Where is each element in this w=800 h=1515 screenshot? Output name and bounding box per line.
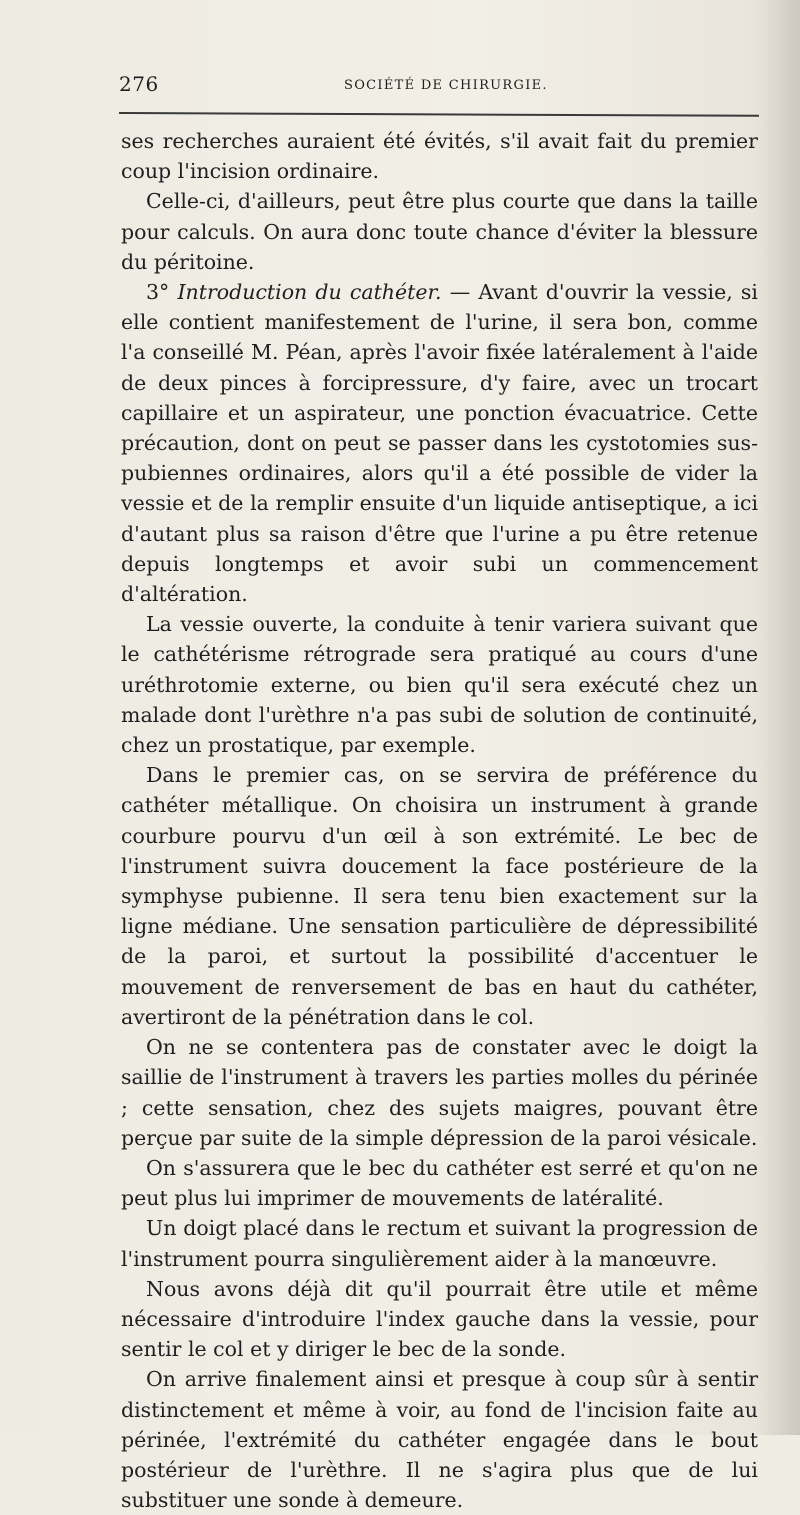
page-edge-shadow [760, 0, 800, 1435]
body-text [121, 126, 758, 1515]
paragraph-6: On ne se contentera pas de constater avec le doigt la saillie de l'instrument à travers les parties molles du périnée ; cette sensation, chez des sujets maigres, pouvant être perçue par suite de la simple dépression de la paroi vésicale. [121, 1035, 758, 1150]
paragraph-3-text: — Avant d'ouvrir la vessie, si elle contient manifestement de l'urine, il sera bon, comme l'a conseillé M. Péan, après l'avoir fixée latéralement à l'aide de deux pinces à forcipressure, d'y faire, avec un trocart capillaire et un aspirateur, une ponction évacuatrice. Cette précaution, dont on peut se passer dans les cystotomies sus-pubiennes ordinaires, alors qu'il a été possible de vider la vessie et de la remplir ensuite d'un liquide antiseptique, a ici d'autant plus sa raison d'être que l'urine a pu être retenue depuis longtemps et avoir subi un commencement d'altération. [121, 280, 758, 607]
running-title: SOCIÉTÉ DE CHIRURGIE. [344, 78, 548, 93]
paragraph-2: Celle-ci, d'ailleurs, peut être plus courte que dans la taille pour calculs. On aura donc toute chance d'éviter la blessure du péritoine. [121, 189, 758, 274]
paragraph-7: On s'assurera que le bec du cathéter est serré et qu'on ne peut plus lui imprimer de mouvements de latéralité. [121, 1155, 758, 1211]
section-heading: Introduction du cathéter. [177, 280, 442, 305]
paragraph-5: Dans le premier cas, on se servira de préférence du cathéter métallique. On choisira un instrument à grande courbure pourvu d'un œil à son extrémité. Le bec de l'instrument suivra doucement la face postérieure de la symphyse pubienne. Il sera tenu bien exactement sur la ligne médiane. Une sensation particulière de dépressibilité de la paroi, et surtout la possibilité d'accentuer le mouvement de renversement de bas en haut du cathéter, avertiront de la pénétration dans le col. [121, 763, 758, 1029]
paragraph-4: La vessie ouverte, la conduite à tenir variera suivant que le cathétérisme rétrograde sera pratiqué au cours d'une uréthrotomie externe, ou bien qu'il sera exécuté chez un malade dont l'urèthre n'a pas subi de solution de continuité, chez un prostatique, par exemple. [121, 612, 758, 758]
page-header [119, 72, 759, 100]
paragraph-1: ses recherches auraient été évités, s'il avait fait du premier coup l'incision ordinaire. [121, 129, 758, 184]
paragraph-3 [121, 277, 758, 609]
paragraph-9: Nous avons déjà dit qu'il pourrait être utile et même nécessaire d'introduire l'index gauche dans la vessie, pour sentir le col et y diriger le bec de la sonde. [121, 1276, 758, 1362]
page-number: 276 [119, 72, 159, 96]
section-number: 3° [146, 280, 170, 305]
paragraph-8: Un doigt placé dans le rectum et suivant la progression de l'instrument pourra singulièrement aider à la manœuvre. [121, 1216, 758, 1271]
paragraph-10: On arrive finalement ainsi et presque à coup sûr à sentir distinctement et même à voir, au fond de l'incision faite au périnée, l'extrémité du cathéter engagée dans le bout postérieur de l'urèthre. Il ne s'agira plus que de lui substituer une sonde à demeure. [121, 1367, 758, 1513]
header-rule [119, 112, 759, 117]
